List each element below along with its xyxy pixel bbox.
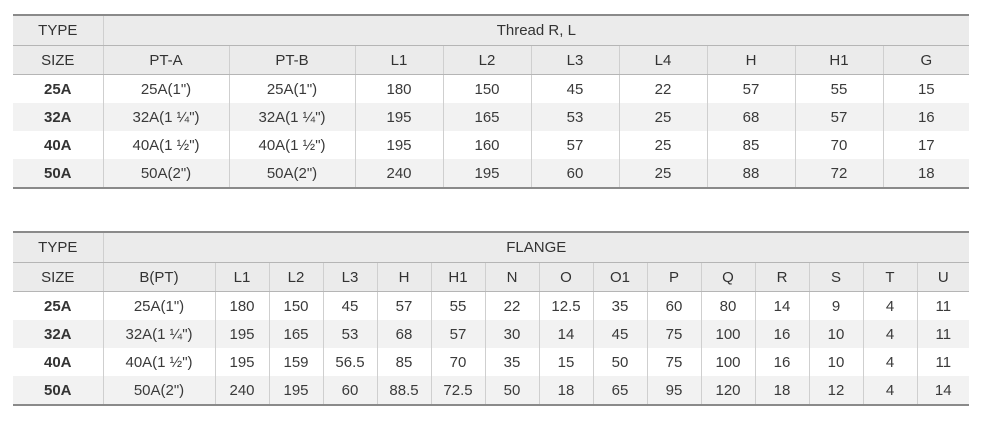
column-header: P	[647, 263, 701, 292]
column-header: H1	[431, 263, 485, 292]
size-cell: 32A	[13, 103, 103, 131]
table-cell: 195	[443, 159, 531, 188]
column-header: L2	[269, 263, 323, 292]
column-header: H	[377, 263, 431, 292]
size-cell: 40A	[13, 131, 103, 159]
flange-column-header-row	[13, 263, 969, 292]
table-cell: 165	[443, 103, 531, 131]
column-header: T	[863, 263, 917, 292]
table-cell: 75	[647, 320, 701, 348]
column-header: R	[755, 263, 809, 292]
table-cell: 40A(1 ½")	[103, 348, 215, 376]
table-cell: 56.5	[323, 348, 377, 376]
flange-group-title: FLANGE	[103, 232, 969, 263]
table-cell: 45	[593, 320, 647, 348]
table-cell: 32A(1 ¼")	[103, 320, 215, 348]
table-cell: 60	[323, 376, 377, 405]
table-cell: 150	[443, 75, 531, 104]
table-cell: 55	[795, 75, 883, 104]
table-cell: 4	[863, 292, 917, 321]
table-cell: 25A(1")	[229, 75, 355, 104]
table-cell: 88	[707, 159, 795, 188]
table-cell: 14	[539, 320, 593, 348]
table-cell: 75	[647, 348, 701, 376]
size-cell: 50A	[13, 159, 103, 188]
table-cell: 40A(1 ½")	[229, 131, 355, 159]
table-cell: 4	[863, 376, 917, 405]
column-header: PT-B	[229, 46, 355, 75]
table-cell: 80	[701, 292, 755, 321]
table-cell: 50A(2")	[103, 159, 229, 188]
table-cell: 195	[355, 131, 443, 159]
size-cell: 50A	[13, 376, 103, 405]
table-cell: 50A(2")	[229, 159, 355, 188]
size-cell: 25A	[13, 292, 103, 321]
table-cell: 15	[883, 75, 969, 104]
table-cell: 35	[485, 348, 539, 376]
table-cell: 195	[269, 376, 323, 405]
table-cell: 45	[323, 292, 377, 321]
table-cell: 57	[377, 292, 431, 321]
table-cell: 45	[531, 75, 619, 104]
table-cell: 25A(1")	[103, 292, 215, 321]
size-cell: 25A	[13, 75, 103, 104]
table-cell: 50	[485, 376, 539, 405]
table-cell: 55	[431, 292, 485, 321]
column-header: H1	[795, 46, 883, 75]
thread-spec-table	[13, 14, 969, 189]
table-cell: 14	[755, 292, 809, 321]
table-cell: 11	[917, 348, 969, 376]
table-cell: 180	[355, 75, 443, 104]
table-cell: 100	[701, 348, 755, 376]
table-cell: 95	[647, 376, 701, 405]
table-cell: 60	[531, 159, 619, 188]
table-cell: 50A(2")	[103, 376, 215, 405]
table-cell: 195	[215, 320, 269, 348]
table-cell: 18	[755, 376, 809, 405]
table-cell: 53	[323, 320, 377, 348]
size-cell: 40A	[13, 348, 103, 376]
table-cell: 65	[593, 376, 647, 405]
column-header: U	[917, 263, 969, 292]
column-header: O	[539, 263, 593, 292]
table-cell: 57	[795, 103, 883, 131]
table-cell: 25	[619, 159, 707, 188]
column-header: S	[809, 263, 863, 292]
size-label: SIZE	[13, 263, 103, 292]
table-cell: 35	[593, 292, 647, 321]
table-cell: 240	[215, 376, 269, 405]
table-cell: 11	[917, 292, 969, 321]
table-cell: 12	[809, 376, 863, 405]
table-cell: 53	[531, 103, 619, 131]
table-cell: 70	[795, 131, 883, 159]
table-cell: 16	[755, 348, 809, 376]
type-label: TYPE	[13, 15, 103, 46]
table-row	[13, 159, 969, 188]
table-cell: 25	[619, 131, 707, 159]
table-cell: 68	[707, 103, 795, 131]
column-header: PT-A	[103, 46, 229, 75]
table-cell: 180	[215, 292, 269, 321]
table-cell: 160	[443, 131, 531, 159]
table-cell: 240	[355, 159, 443, 188]
table-cell: 9	[809, 292, 863, 321]
column-header: L3	[323, 263, 377, 292]
table-cell: 22	[485, 292, 539, 321]
table-cell: 88.5	[377, 376, 431, 405]
table-cell: 17	[883, 131, 969, 159]
size-label: SIZE	[13, 46, 103, 75]
column-header: B(PT)	[103, 263, 215, 292]
table-cell: 22	[619, 75, 707, 104]
type-label: TYPE	[13, 232, 103, 263]
table-cell: 16	[755, 320, 809, 348]
table-cell: 12.5	[539, 292, 593, 321]
size-cell: 32A	[13, 320, 103, 348]
table-row	[13, 131, 969, 159]
table-row	[13, 75, 969, 104]
flange-spec-table	[13, 231, 969, 406]
table-cell: 150	[269, 292, 323, 321]
table-cell: 50	[593, 348, 647, 376]
table-cell: 4	[863, 320, 917, 348]
table-cell: 72	[795, 159, 883, 188]
table-cell: 120	[701, 376, 755, 405]
column-header: L4	[619, 46, 707, 75]
column-header: N	[485, 263, 539, 292]
table-cell: 10	[809, 348, 863, 376]
column-header: L2	[443, 46, 531, 75]
column-header: Q	[701, 263, 755, 292]
table-cell: 60	[647, 292, 701, 321]
thread-column-header-row	[13, 46, 969, 75]
table-cell: 68	[377, 320, 431, 348]
column-header: O1	[593, 263, 647, 292]
table-cell: 159	[269, 348, 323, 376]
table-cell: 195	[355, 103, 443, 131]
table-cell: 195	[215, 348, 269, 376]
table-row	[13, 320, 969, 348]
table-row	[13, 103, 969, 131]
table-cell: 10	[809, 320, 863, 348]
thread-group-title: Thread R, L	[103, 15, 969, 46]
table-cell: 18	[883, 159, 969, 188]
table-cell: 40A(1 ½")	[103, 131, 229, 159]
column-header: G	[883, 46, 969, 75]
table-cell: 25A(1")	[103, 75, 229, 104]
table-cell: 32A(1 ¼")	[229, 103, 355, 131]
table-cell: 4	[863, 348, 917, 376]
table-cell: 11	[917, 320, 969, 348]
table-cell: 16	[883, 103, 969, 131]
table-cell: 165	[269, 320, 323, 348]
table-cell: 30	[485, 320, 539, 348]
table-cell: 85	[377, 348, 431, 376]
thread-type-row	[13, 15, 969, 46]
table-cell: 100	[701, 320, 755, 348]
table-cell: 25	[619, 103, 707, 131]
column-header: L3	[531, 46, 619, 75]
table-cell: 72.5	[431, 376, 485, 405]
flange-type-row	[13, 232, 969, 263]
table-cell: 57	[431, 320, 485, 348]
table-row	[13, 376, 969, 405]
table-cell: 57	[707, 75, 795, 104]
table-cell: 32A(1 ¼")	[103, 103, 229, 131]
table-cell: 18	[539, 376, 593, 405]
column-header: L1	[215, 263, 269, 292]
table-cell: 14	[917, 376, 969, 405]
table-cell: 57	[531, 131, 619, 159]
column-header: H	[707, 46, 795, 75]
table-row	[13, 348, 969, 376]
column-header: L1	[355, 46, 443, 75]
table-row	[13, 292, 969, 321]
table-cell: 15	[539, 348, 593, 376]
table-cell: 70	[431, 348, 485, 376]
table-cell: 85	[707, 131, 795, 159]
